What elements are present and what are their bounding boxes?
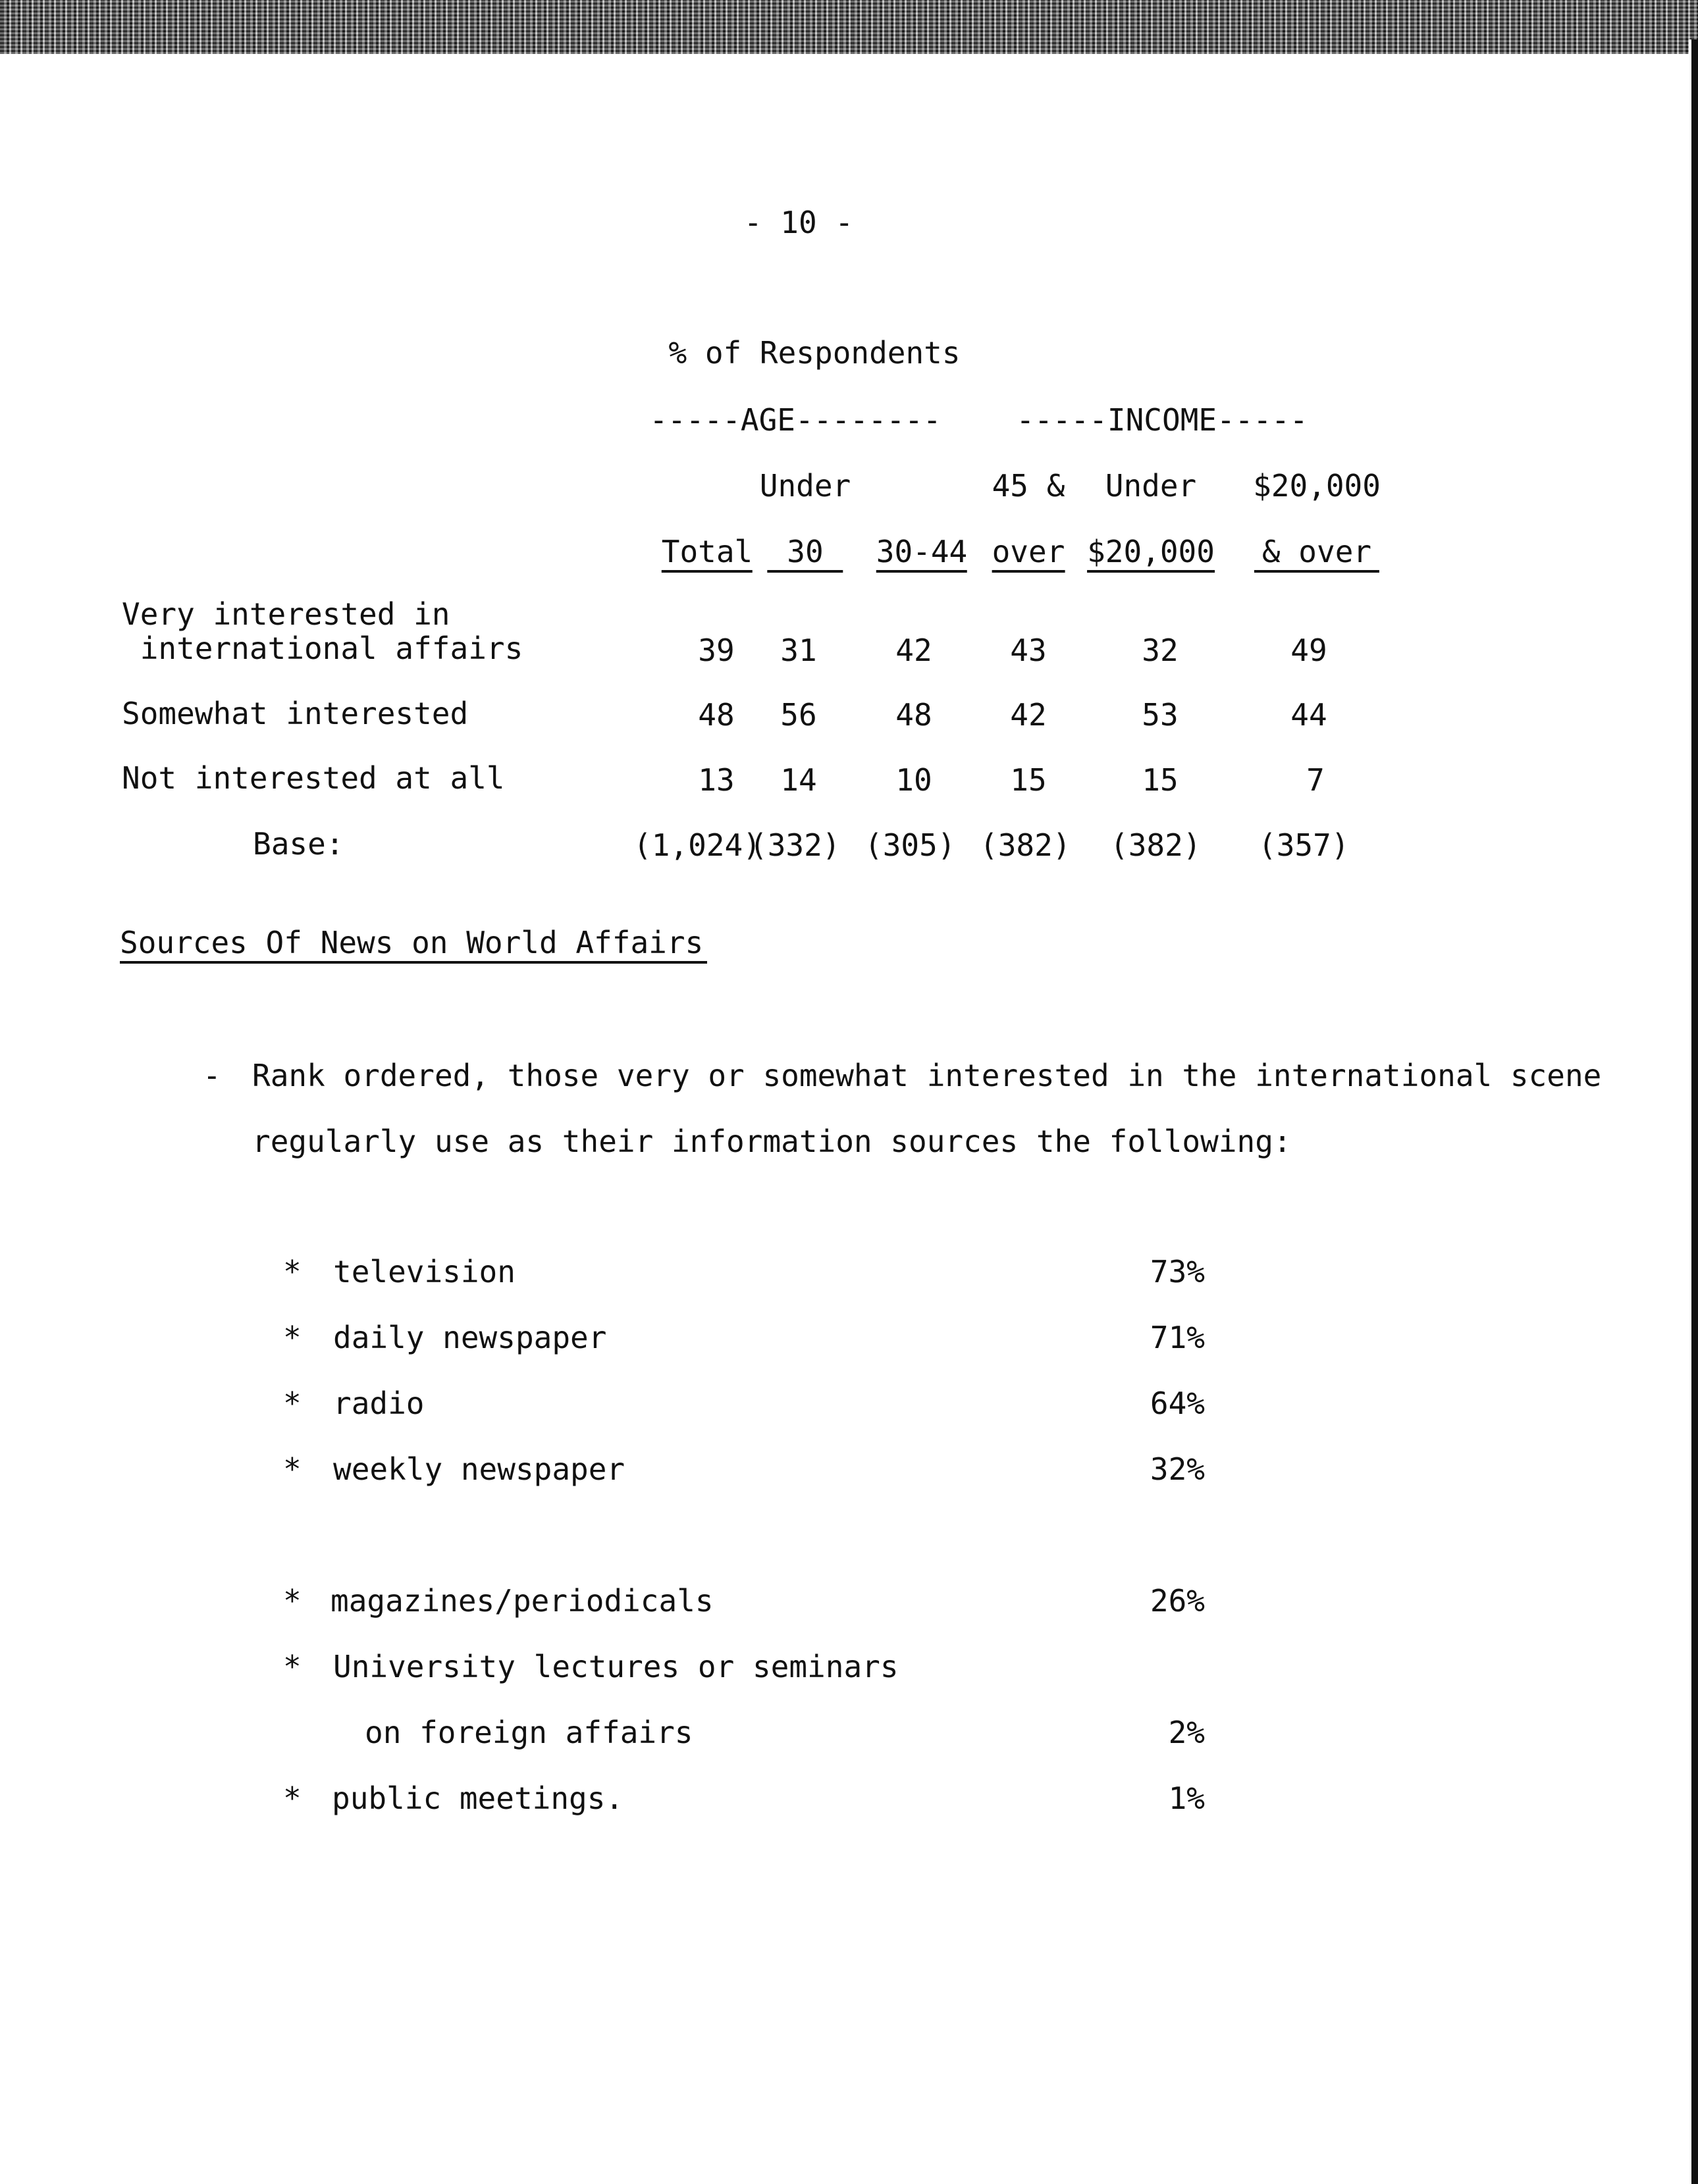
base-30-44: (305) [864, 827, 956, 863]
col-header-under20k-line2: $20,000 [1087, 533, 1215, 573]
base-under30: (332) [749, 827, 841, 863]
cell-somewhat-under30: 56 [780, 697, 817, 733]
col-header-30-44: 30-44 [876, 533, 967, 573]
cell-very-total: 39 [698, 633, 735, 668]
bullet-star: * [283, 1254, 302, 1289]
cell-not-under20k: 15 [1142, 762, 1179, 798]
source-percent-public-meetings: 1% [1168, 1781, 1205, 1816]
table-caption: % of Respondents [668, 335, 961, 371]
col-header-under30-line1: Under [759, 468, 851, 504]
row-label-not-interested: Not interested at all [122, 760, 505, 796]
col-header-20kover-line2: & over [1254, 533, 1379, 573]
source-percent-television: 73% [1150, 1254, 1205, 1289]
cell-very-30-44: 42 [895, 633, 932, 668]
income-group-header: -----INCOME----- [1016, 402, 1308, 438]
source-percent-radio: 64% [1150, 1386, 1205, 1421]
page-number: - 10 - [743, 205, 854, 240]
cell-somewhat-45over: 42 [1010, 697, 1047, 733]
bullet-star: * [283, 1320, 302, 1355]
source-label-daily-newspaper: daily newspaper [333, 1320, 607, 1355]
intro-dash: - [203, 1058, 221, 1093]
scan-edge-top [0, 0, 1698, 54]
cell-not-20kover: 7 [1306, 762, 1325, 798]
cell-very-45over: 43 [1010, 633, 1047, 668]
row-label-very-interested: Very interested in [122, 596, 450, 632]
cell-very-under20k: 32 [1142, 633, 1179, 668]
base-under20k: (382) [1110, 827, 1202, 863]
bullet-star: * [283, 1451, 302, 1487]
cell-very-20kover: 49 [1290, 633, 1327, 668]
source-label-weekly-newspaper: weekly newspaper [333, 1451, 625, 1487]
col-header-20kover-line1: $20,000 [1253, 468, 1381, 504]
source-label-radio: radio [333, 1386, 425, 1421]
intro-line-2: regularly use as their information sources the following: [252, 1124, 1292, 1159]
row-label-somewhat-interested: Somewhat interested [122, 696, 469, 731]
source-label-university-lectures: University lectures or seminars [333, 1649, 899, 1684]
col-header-under20k-line1: Under [1105, 468, 1197, 504]
cell-somewhat-20kover: 44 [1290, 697, 1327, 733]
scan-edge-right [1689, 39, 1698, 2184]
cell-not-30-44: 10 [895, 762, 932, 798]
bullet-star: * [283, 1583, 302, 1619]
cell-not-under30: 14 [780, 762, 817, 798]
cell-somewhat-total: 48 [698, 697, 735, 733]
source-percent-magazines: 26% [1150, 1583, 1205, 1619]
intro-line-1: Rank ordered, those very or somewhat interested in the international scene [252, 1058, 1602, 1093]
base-label: Base: [253, 826, 344, 862]
cell-not-total: 13 [698, 762, 735, 798]
cell-not-45over: 15 [1010, 762, 1047, 798]
col-header-45over-line2: over [992, 533, 1065, 573]
bullet-star: * [283, 1649, 302, 1684]
row-label-very-interested-line2: international affairs [122, 631, 523, 666]
source-percent-weekly-newspaper: 32% [1150, 1451, 1205, 1487]
section-heading: Sources Of News on World Affairs [120, 924, 707, 964]
base-45over: (382) [980, 827, 1071, 863]
col-header-total: Total [662, 533, 753, 573]
cell-very-under30: 31 [780, 633, 817, 668]
age-group-header: -----AGE-------- [649, 402, 942, 438]
source-percent-daily-newspaper: 71% [1150, 1320, 1205, 1355]
bullet-star: * [283, 1386, 302, 1421]
source-label-television: television [333, 1254, 516, 1289]
col-header-under30-line2: 30 [767, 533, 843, 573]
cell-somewhat-under20k: 53 [1142, 697, 1179, 733]
base-20kover: (357) [1258, 827, 1350, 863]
bullet-star: * [283, 1781, 302, 1816]
cell-somewhat-30-44: 48 [895, 697, 932, 733]
source-label-university-lectures-line2: on foreign affairs [365, 1715, 693, 1750]
col-header-45over-line1: 45 & [992, 468, 1065, 504]
source-label-public-meetings: public meetings. [332, 1781, 624, 1816]
source-percent-university-lectures: 2% [1168, 1715, 1205, 1750]
base-total: (1,024) [633, 827, 761, 863]
source-label-magazines: magazines/periodicals [331, 1583, 714, 1619]
